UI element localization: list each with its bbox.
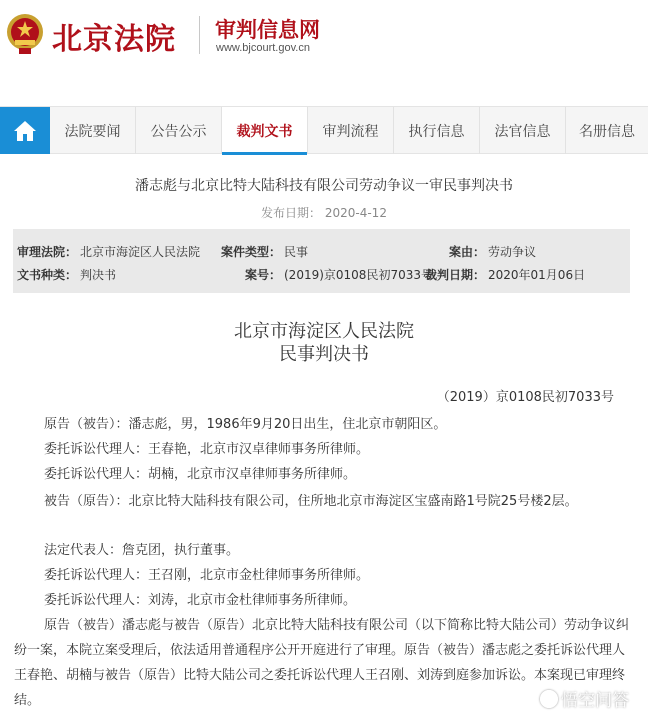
document-title: 潘志彪与北京比特大陆科技有限公司劳动争议一审民事判决书 [135,178,513,194]
nav-item-notices[interactable]: 公告公示 [136,107,222,154]
court-emblem-icon[interactable] [5,10,45,58]
watermark [540,686,629,711]
case-meta-box [13,229,630,293]
verdict-date-label: 裁判日期： [425,268,486,282]
case-summary-paragraph: 原告（被告）潘志彪与被告（原告）北京比特大陆科技有限公司（以下简称比特大陆公司）劳动争议纠纷一案，本院立案受理后，依法适用普通程序公开开庭进行了审理。原告（被告）潘志彪之委托诉讼代理人王春艳、胡楠与被告（原告）比特大陆公司之委托诉讼代理人王召刚、刘涛到庭参加诉讼。本案现已审理终结。 [14,618,630,708]
party-paragraph: 委托诉讼代理人：刘涛，北京市金杜律师事务所律师。 [44,593,357,608]
party-paragraph: 法定代表人：詹克团，执行董事。 [44,543,240,558]
party-paragraph: 委托诉讼代理人：胡楠，北京市汉卓律师事务所律师。 [44,467,357,482]
party-paragraph: 原告（被告）：潘志彪，男，1986年9月20日出生，住北京市朝阳区。 [44,417,447,432]
case-number: （2019）京0108民初7033号 [436,390,614,405]
verdict-date-value: 2020年01月06日 [488,268,586,282]
site-header [0,0,648,73]
watermark-text: 悟空问答 [561,691,629,711]
court-label: 审理法院： [17,245,78,259]
nav-item-execution[interactable]: 执行信息 [394,107,480,154]
court-value: 北京市海淀区人民法院 [80,245,201,259]
case-type-label: 案件类型： [221,245,282,259]
court-name: 北京市海淀区人民法院 [234,321,414,342]
nav-item-judges[interactable]: 法官信息 [480,107,566,154]
nav-item-rosters[interactable]: 名册信息 [579,123,635,140]
wukong-logo-icon [540,690,558,708]
home-icon [13,120,37,142]
nav-item-news[interactable]: 法院要闻 [50,107,136,154]
case-no-value: (2019)京0108民初7033号 [284,268,433,282]
doc-type-label: 文书种类： [17,268,78,282]
party-paragraph: 委托诉讼代理人：王春艳，北京市汉卓律师事务所律师。 [44,442,370,457]
nav-item-process[interactable]: 审判流程 [308,107,394,154]
doc-type-value: 判决书 [80,268,117,282]
header-divider [199,16,200,54]
doc-kind: 民事判决书 [279,344,369,365]
brand-title[interactable]: 北京法院 [52,22,176,57]
site-url: www.bjcourt.gov.cn [216,42,310,54]
party-paragraph: 被告（原告）：北京比特大陆科技有限公司，住所地北京市海淀区宝盛南路1号院25号楼2层。 [44,494,578,509]
court-heading [0,320,648,366]
case-no-label: 案号： [245,268,282,282]
main-nav [0,106,648,154]
cause-label: 案由： [449,245,486,259]
case-type-value: 民事 [284,245,309,259]
party-paragraph: 委托诉讼代理人：王召刚，北京市金杜律师事务所律师。 [44,568,370,583]
cause-value: 劳动争议 [488,245,537,259]
nav-item-judgments[interactable]: 裁判文书 [222,107,308,154]
site-name: 审判信息网 [215,18,320,42]
publish-date: 发布日期： 2020-4-12 [261,206,387,220]
home-button[interactable] [0,107,50,154]
